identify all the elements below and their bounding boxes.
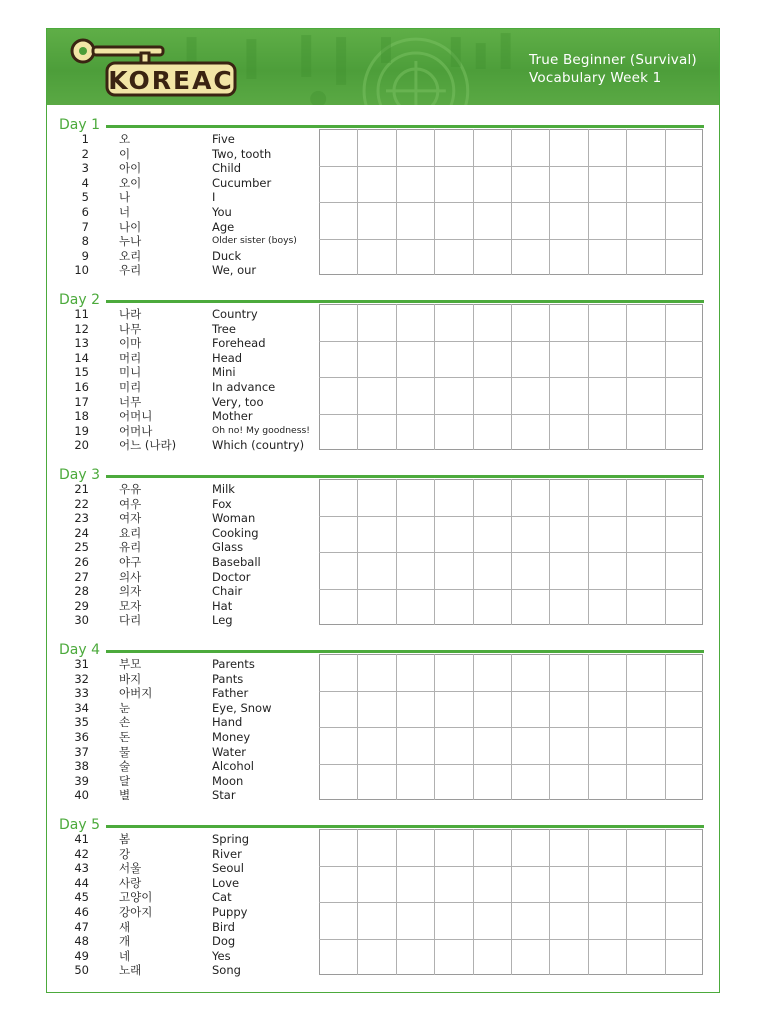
- english-meaning: Puppy: [212, 905, 248, 919]
- vocab-number: 15: [74, 365, 89, 380]
- vocab-number: 4: [81, 175, 89, 190]
- korean-word: 오: [119, 132, 131, 146]
- english-meaning: Bird: [212, 919, 235, 934]
- korean-word: 이: [119, 146, 131, 161]
- english-meaning: Baseball: [212, 555, 261, 569]
- vocab-number: 20: [74, 438, 89, 453]
- english-meaning: Child: [212, 161, 242, 176]
- worksheet: [46, 28, 720, 993]
- english-meaning: Yes: [212, 948, 231, 963]
- korean-word: 너무: [119, 394, 142, 409]
- vocab-number: 32: [74, 671, 89, 686]
- day-section: [59, 291, 704, 456]
- english-meaning: Doctor: [212, 569, 251, 584]
- korean-word: 부모: [119, 657, 142, 671]
- vocab-number: 25: [74, 540, 89, 555]
- practice-grid[interactable]: [319, 129, 703, 275]
- korean-word: 이마: [119, 336, 142, 351]
- korean-word: 나이: [119, 219, 142, 234]
- vocab-number: 14: [74, 350, 89, 365]
- english-meaning: Mini: [212, 365, 236, 380]
- english-meaning: Tree: [212, 321, 236, 336]
- korean-word: 네: [119, 948, 131, 963]
- english-meaning: Parents: [212, 657, 255, 671]
- korean-word: 개: [119, 934, 131, 949]
- vocab-number: 41: [74, 832, 89, 846]
- english-meaning: River: [212, 846, 242, 861]
- vocab-number: 18: [74, 409, 89, 424]
- vocab-number: 30: [74, 613, 89, 628]
- vocab-number: 13: [74, 336, 89, 351]
- english-meaning: Leg: [212, 613, 233, 628]
- vocab-number: 8: [81, 234, 89, 249]
- korean-word: 우리: [119, 263, 142, 278]
- vocab-number: 40: [74, 788, 89, 803]
- korean-word: 눈: [119, 700, 131, 715]
- title-line-1: True Beginner (Survival): [529, 52, 697, 68]
- english-meaning: Woman: [212, 511, 256, 526]
- korean-word: 아이: [119, 161, 142, 176]
- korean-word: 오리: [119, 248, 142, 263]
- korean-word: 모자: [119, 598, 142, 613]
- english-meaning: Pants: [212, 671, 244, 686]
- vocab-number: 39: [74, 773, 89, 788]
- korean-word: 유리: [119, 540, 142, 555]
- english-meaning: Country: [212, 307, 258, 321]
- korean-word: 노래: [119, 963, 142, 978]
- day-label: Day 4: [59, 641, 106, 659]
- english-meaning: Seoul: [212, 861, 244, 876]
- english-meaning: Moon: [212, 773, 244, 788]
- english-meaning: Dog: [212, 934, 236, 949]
- day-divider: [59, 650, 704, 653]
- korean-word: 오이: [119, 175, 142, 190]
- korean-word: 의자: [119, 584, 142, 599]
- vocab-number: 44: [74, 875, 89, 890]
- vocab-number: 24: [74, 525, 89, 540]
- korean-word: 바지: [119, 671, 142, 686]
- vocab-number: 12: [74, 321, 89, 336]
- day-section: [59, 466, 704, 631]
- english-meaning: Head: [212, 350, 243, 365]
- vocab-number: 49: [74, 948, 89, 963]
- vocab-number: 45: [74, 890, 89, 905]
- vocab-number: 34: [74, 700, 89, 715]
- vocab-number: 19: [74, 423, 89, 438]
- korean-word: 여우: [119, 496, 142, 511]
- practice-grid[interactable]: [319, 829, 703, 975]
- day-label: Day 2: [59, 291, 106, 309]
- english-meaning: Spring: [212, 832, 250, 846]
- english-meaning: Age: [212, 219, 235, 234]
- vocab-number: 26: [74, 555, 89, 569]
- korean-word: 여자: [119, 511, 142, 526]
- vocab-number: 38: [74, 759, 89, 774]
- korean-word: 봄: [119, 832, 131, 846]
- english-meaning: Cat: [212, 890, 232, 905]
- vocab-number: 6: [81, 205, 89, 219]
- english-meaning: Forehead: [212, 336, 266, 351]
- vocab-number: 3: [81, 161, 89, 176]
- korean-word: 별: [119, 788, 131, 803]
- korean-word: 고양이: [119, 890, 153, 905]
- korean-word: 나라: [119, 307, 142, 321]
- banner-title: [529, 51, 697, 87]
- english-meaning: I: [212, 190, 216, 205]
- english-meaning: Two, tooth: [212, 146, 272, 161]
- korean-word: 아버지: [119, 686, 153, 701]
- korean-word: 나: [119, 190, 131, 205]
- english-meaning: Oh no! My goodness!: [212, 424, 310, 436]
- vocab-number: 28: [74, 584, 89, 599]
- korean-word: 술: [119, 759, 131, 774]
- korean-word: 나무: [119, 321, 142, 336]
- korean-word: 돈: [119, 730, 131, 744]
- practice-grid[interactable]: [319, 654, 703, 800]
- korean-word: 너: [119, 205, 131, 219]
- vocab-number: 16: [74, 380, 89, 394]
- title-line-2: Vocabulary Week 1: [529, 70, 662, 86]
- english-meaning: Water: [212, 744, 246, 759]
- korea-logo: [67, 33, 242, 99]
- header-banner: [47, 29, 719, 105]
- vocab-number: 43: [74, 861, 89, 876]
- english-meaning: Star: [212, 788, 236, 803]
- korean-word: 손: [119, 715, 131, 730]
- korean-word: 물: [119, 744, 131, 759]
- practice-grid[interactable]: [319, 479, 703, 625]
- vocab-number: 42: [74, 846, 89, 861]
- vocab-number: 50: [74, 963, 89, 978]
- korean-word: 어느 (나라): [119, 438, 177, 453]
- korean-word: 강아지: [119, 905, 153, 919]
- practice-grid[interactable]: [319, 304, 703, 450]
- korean-word: 어머나: [119, 423, 153, 438]
- korean-word: 누나: [119, 234, 142, 249]
- vocab-number: 46: [74, 905, 89, 919]
- english-meaning: Cooking: [212, 525, 259, 540]
- vocab-number: 37: [74, 744, 89, 759]
- korean-word: 머리: [119, 350, 142, 365]
- vocab-number: 2: [81, 146, 89, 161]
- english-meaning: Five: [212, 132, 235, 146]
- day-section: [59, 816, 704, 981]
- english-meaning: In advance: [212, 380, 276, 394]
- day-divider: [59, 825, 704, 828]
- korean-word: 서울: [119, 861, 142, 876]
- day-label: Day 1: [59, 116, 106, 134]
- english-meaning: Eye, Snow: [212, 700, 272, 715]
- english-meaning: Mother: [212, 409, 253, 424]
- english-meaning: Older sister (boys): [212, 235, 297, 247]
- english-meaning: Duck: [212, 248, 242, 263]
- vocab-number: 22: [74, 496, 89, 511]
- day-divider: [59, 125, 704, 128]
- korean-word: 의사: [119, 569, 142, 584]
- english-meaning: Fox: [212, 496, 232, 511]
- korean-word: 미리: [119, 380, 142, 394]
- day-label: Day 3: [59, 466, 106, 484]
- korean-word: 달: [119, 773, 131, 788]
- english-meaning: Hat: [212, 598, 233, 613]
- vocab-number: 48: [74, 934, 89, 949]
- day-section: [59, 116, 704, 281]
- english-meaning: Hand: [212, 715, 243, 730]
- korean-word: 다리: [119, 613, 142, 628]
- english-meaning: Father: [212, 686, 249, 701]
- korean-word: 사랑: [119, 875, 142, 890]
- english-meaning: We, our: [212, 263, 257, 278]
- day-label: Day 5: [59, 816, 106, 834]
- korean-word: 미니: [119, 365, 142, 380]
- vocab-number: 36: [74, 730, 89, 744]
- english-meaning: Milk: [212, 482, 235, 496]
- svg-text:KOREAC: KOREAC: [108, 66, 234, 95]
- vocab-number: 29: [74, 598, 89, 613]
- english-meaning: Which (country): [212, 438, 305, 453]
- english-meaning: Glass: [212, 540, 244, 555]
- english-meaning: You: [212, 205, 232, 219]
- english-meaning: Love: [212, 875, 240, 890]
- korean-word: 강: [119, 846, 131, 861]
- korean-word: 새: [119, 919, 131, 934]
- day-divider: [59, 300, 704, 303]
- vocab-number: 7: [81, 219, 89, 234]
- english-meaning: Very, too: [212, 394, 264, 409]
- vocab-number: 1: [81, 132, 89, 146]
- vocab-number: 33: [74, 686, 89, 701]
- english-meaning: Alcohol: [212, 759, 254, 774]
- day-section: [59, 641, 704, 806]
- vocab-number: 27: [74, 569, 89, 584]
- vocab-number: 35: [74, 715, 89, 730]
- vocab-number: 31: [74, 657, 89, 671]
- english-meaning: Cucumber: [212, 175, 272, 190]
- vocab-number: 17: [74, 394, 89, 409]
- korean-word: 야구: [119, 555, 142, 569]
- vocab-number: 21: [74, 482, 89, 496]
- english-meaning: Chair: [212, 584, 243, 599]
- korean-word: 요리: [119, 525, 142, 540]
- english-meaning: Song: [212, 963, 241, 978]
- english-meaning: Money: [212, 730, 251, 744]
- vocab-number: 9: [81, 248, 89, 263]
- vocab-number: 10: [74, 263, 89, 278]
- vocab-number: 23: [74, 511, 89, 526]
- vocab-number: 5: [81, 190, 89, 205]
- vocab-number: 47: [74, 919, 89, 934]
- vocab-number: 11: [74, 307, 89, 321]
- day-divider: [59, 475, 704, 478]
- korean-word: 어머니: [119, 409, 153, 424]
- korean-word: 우유: [119, 482, 142, 496]
